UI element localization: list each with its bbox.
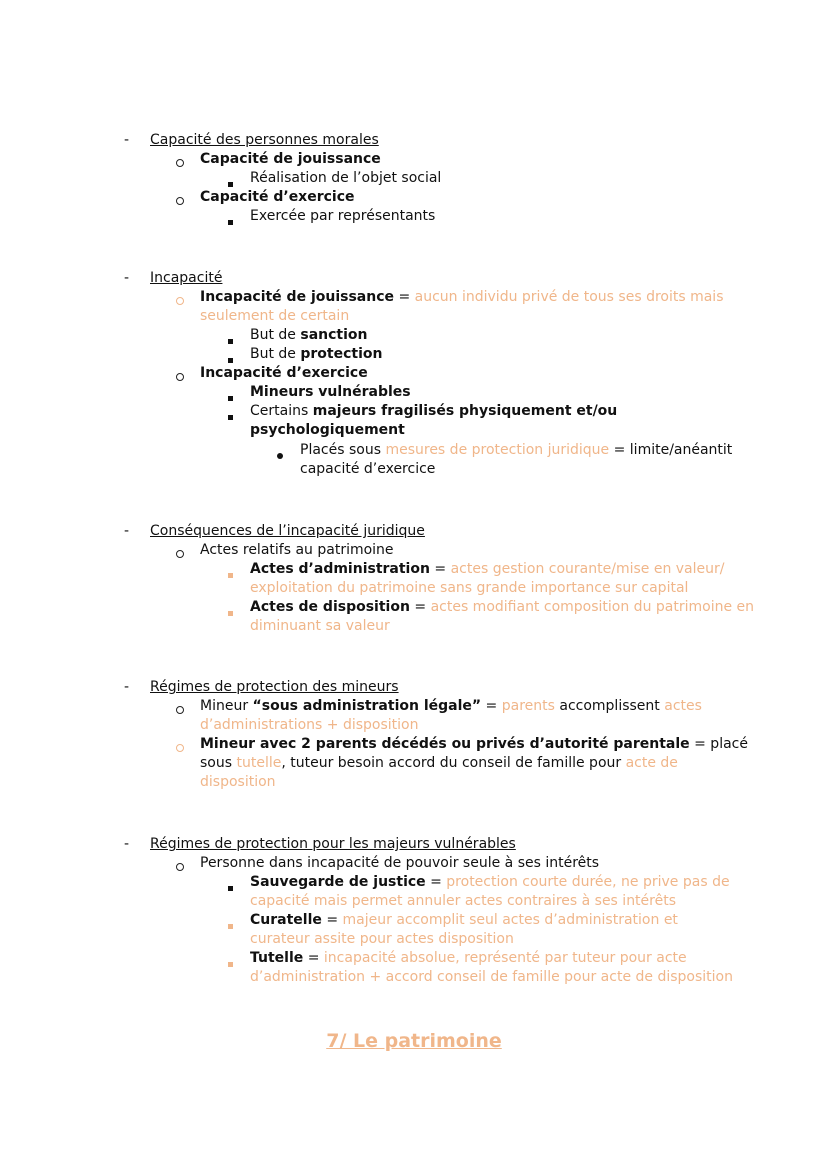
section-heading-personnes-morales: Capacité des personnes morales bbox=[150, 132, 379, 148]
item-personne-incapacite: Personne dans incapacité de pouvoir seule à ses intérêts bbox=[200, 855, 600, 871]
item-administration-legale: Mineur “sous administration légale” = parents accomplissent actes bbox=[200, 698, 702, 714]
subitem-representants: Exercée par représentants bbox=[250, 208, 436, 224]
section-heading-incapacite: Incapacité bbox=[150, 270, 223, 286]
square-bullet bbox=[224, 408, 236, 424]
subsubitem-places-cont: capacité d’exercice bbox=[300, 461, 436, 477]
circle-bullet bbox=[174, 193, 186, 209]
subitem-actes-administration-cont: exploitation du patrimoine sans grande importance sur capital bbox=[250, 580, 689, 596]
square-bullet-accent bbox=[224, 604, 236, 620]
section-dash: - bbox=[124, 132, 130, 148]
circle-bullet bbox=[174, 859, 186, 875]
item-capacite-exercice: Capacité d’exercice bbox=[200, 189, 355, 205]
section-dash: - bbox=[124, 523, 130, 539]
subitem-majeurs: Certains majeurs fragilisés physiquement et/ou bbox=[250, 403, 618, 419]
subitem-sauvegarde: Sauvegarde de justice = protection courte durée, ne prive pas de bbox=[250, 874, 730, 890]
item-capacite-jouissance: Capacité de jouissance bbox=[200, 151, 381, 167]
circle-bullet bbox=[174, 546, 186, 562]
square-bullet bbox=[224, 213, 236, 229]
section-dash: - bbox=[124, 836, 130, 852]
section-dash: - bbox=[124, 270, 130, 286]
item-tutelle-mineur-cont: sous tutelle, tuteur besoin accord du conseil de famille pour acte de bbox=[200, 755, 678, 771]
circle-bullet bbox=[174, 369, 186, 385]
subitem-mineurs: Mineurs vulnérables bbox=[250, 384, 411, 400]
item-tutelle-mineur-cont2: disposition bbox=[200, 774, 276, 790]
subsubitem-places: Placés sous mesures de protection juridique = limite/anéantit bbox=[300, 442, 733, 458]
square-bullet bbox=[224, 332, 236, 348]
item-incapacite-exercice: Incapacité d’exercice bbox=[200, 365, 368, 381]
subitem-actes-disposition-cont: diminuant sa valeur bbox=[250, 618, 390, 634]
item-actes-patrimoine: Actes relatifs au patrimoine bbox=[200, 542, 394, 558]
section-heading-consequences: Conséquences de l’incapacité juridique bbox=[150, 523, 425, 539]
subitem-tutelle-cont: d’administration + accord conseil de famille pour acte de disposition bbox=[250, 969, 733, 985]
subitem-sauvegarde-cont: capacité mais permet annuler actes contraires à ses intérêts bbox=[250, 893, 677, 909]
subitem-tutelle: Tutelle = incapacité absolue, représenté par tuteur pour acte bbox=[250, 950, 687, 966]
square-bullet-accent bbox=[224, 917, 236, 933]
section-heading-majeurs: Régimes de protection pour les majeurs vulnérables bbox=[150, 836, 516, 852]
item-tutelle-mineur: Mineur avec 2 parents décédés ou privés d’autorité parentale = placé bbox=[200, 736, 748, 752]
square-bullet-accent bbox=[224, 955, 236, 971]
subitem-protection: But de protection bbox=[250, 346, 383, 362]
chapter-title: 7/ Le patrimoine bbox=[326, 1030, 502, 1052]
subitem-curatelle: Curatelle = majeur accomplit seul actes d’administration et bbox=[250, 912, 678, 928]
subitem-sanction: But de sanction bbox=[250, 327, 368, 343]
circle-bullet bbox=[174, 155, 186, 171]
section-heading-mineurs: Régimes de protection des mineurs bbox=[150, 679, 399, 695]
subitem-majeurs-cont: psychologiquement bbox=[250, 422, 405, 438]
item-incapacite-jouissance: Incapacité de jouissance = aucun individu privé de tous ses droits mais bbox=[200, 289, 724, 305]
section-dash: - bbox=[124, 679, 130, 695]
subitem-actes-administration: Actes d’administration = actes gestion courante/mise en valeur/ bbox=[250, 561, 725, 577]
subitem-actes-disposition: Actes de disposition = actes modifiant composition du patrimoine en bbox=[250, 599, 755, 615]
subitem-curatelle-cont: curateur assite pour actes disposition bbox=[250, 931, 514, 947]
square-bullet-accent bbox=[224, 566, 236, 582]
circle-bullet-accent bbox=[174, 293, 186, 309]
square-bullet bbox=[224, 879, 236, 895]
dot-bullet bbox=[274, 447, 286, 463]
item-incapacite-jouissance-cont: seulement de certain bbox=[200, 308, 350, 324]
subitem-objet-social: Réalisation de l’objet social bbox=[250, 170, 442, 186]
item-administration-legale-cont: d’administrations + disposition bbox=[200, 717, 419, 733]
square-bullet bbox=[224, 389, 236, 405]
circle-bullet-accent bbox=[174, 740, 186, 756]
circle-bullet bbox=[174, 702, 186, 718]
